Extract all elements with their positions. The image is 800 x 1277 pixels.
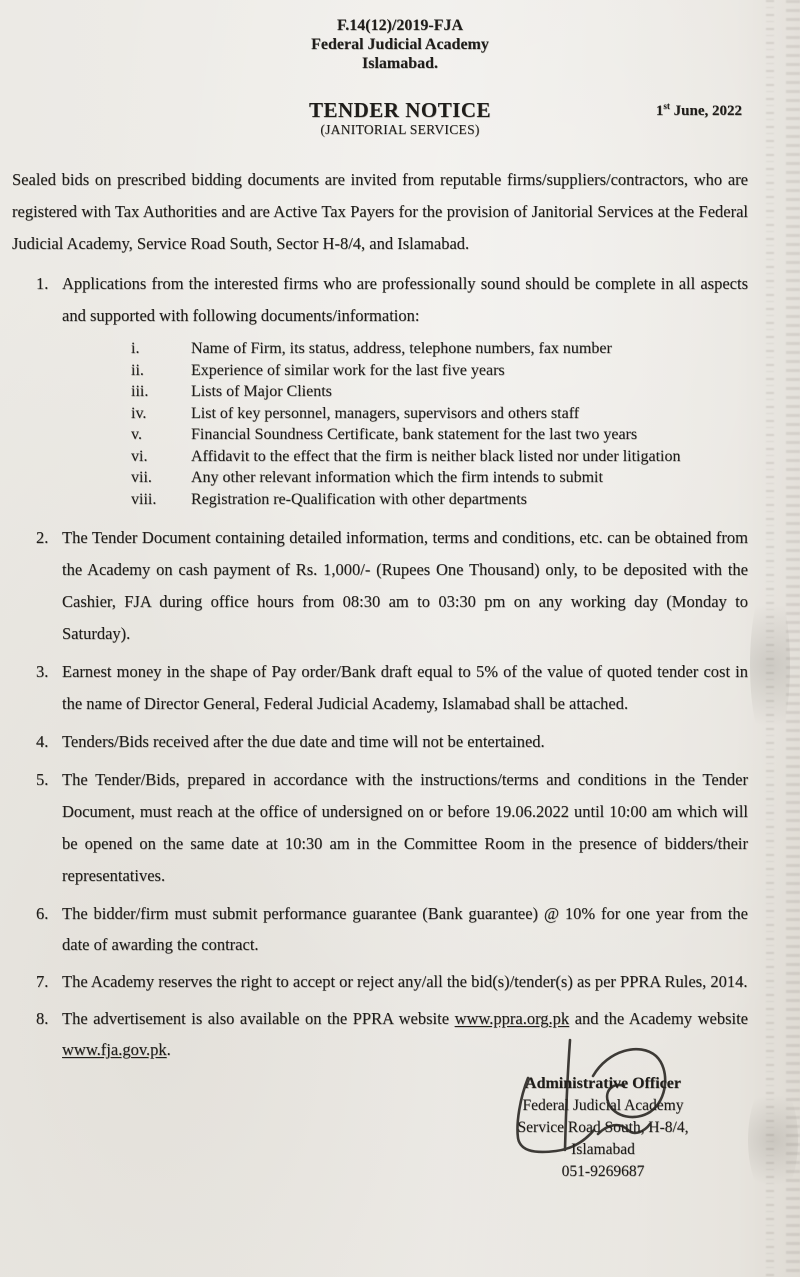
signatory-city: Islamabad: [571, 1141, 635, 1158]
item-number: 6.: [36, 904, 49, 923]
item-text: Earnest money in the shape of Pay order/Bank draft equal to 5% of the value of quoted tender cost in the name of Director General, Federal Judicial Academy, Islamabad shall be attached.: [62, 662, 748, 713]
item-text: The Academy reserves the right to accept or reject any/all the bid(s)/tender(s) as per PPRA Rules, 2014.: [62, 972, 748, 991]
sub-item-text: List of key personnel, managers, supervisors and others staff: [191, 404, 580, 422]
item-number: 1.: [36, 274, 49, 293]
list-item-3: [36, 656, 748, 720]
page-title: TENDER NOTICE: [308, 98, 492, 122]
sub-item-number: vii.: [131, 469, 152, 486]
item-number: 3.: [36, 662, 49, 681]
sub-item-iii: [131, 381, 688, 403]
sub-item-text: Experience of similar work for the last five years: [191, 361, 505, 379]
list-item-2: [36, 522, 748, 650]
signatory-org: Federal Judicial Academy: [522, 1097, 684, 1114]
scan-smudge: [750, 580, 790, 750]
signatory-title: Administrative Officer: [525, 1075, 681, 1092]
list-item-1: [36, 268, 748, 332]
ppra-website-link: www.ppra.org.pk: [454, 1009, 570, 1028]
title-row: [0, 99, 800, 138]
sub-item-text: Financial Soundness Certificate, bank statement for the last two years: [191, 426, 638, 443]
sub-item-text: Affidavit to the effect that the firm is neither black listed nor under litigation: [191, 447, 681, 465]
document-header: [0, 0, 800, 73]
date-day: 1: [655, 103, 664, 119]
list-item-8: [36, 1003, 748, 1065]
sub-item-v: [131, 424, 688, 446]
item8-text-after: .: [166, 1040, 171, 1059]
item-number: 5.: [36, 770, 49, 789]
date-rest: June, 2022: [669, 103, 742, 119]
sub-item-i: [131, 338, 688, 360]
sub-item-number: viii.: [131, 490, 157, 508]
item-number: 2.: [36, 528, 49, 547]
sub-item-viii: [131, 489, 688, 511]
item-number: 4.: [36, 732, 49, 751]
document-date: [656, 101, 742, 120]
item-text: The bidder/firm must submit performance guarantee (Bank guarantee) @ 10% for one year from the date of awarding the contract.: [62, 904, 748, 954]
page-subtitle: (JANITORIAL SERVICES): [320, 122, 480, 137]
sub-item-number: i.: [131, 340, 140, 357]
numbered-list: [36, 268, 748, 1065]
list-item-4: [36, 726, 748, 758]
item-text: Tenders/Bids received after the due date and time will not be entertained.: [62, 732, 545, 751]
sub-item-number: v.: [131, 426, 142, 443]
sub-item-ii: [131, 360, 688, 382]
scan-smudge: [748, 1080, 798, 1200]
sub-item-number: iv.: [131, 404, 147, 422]
list-item-7: [36, 966, 748, 997]
item-number: 7.: [36, 972, 49, 991]
sub-item-text: Any other relevant information which the firm intends to submit: [191, 469, 603, 486]
list-item-5: [36, 764, 748, 892]
list-item-6: [36, 898, 748, 960]
sub-item-number: ii.: [131, 361, 144, 379]
sub-item-iv: [131, 403, 688, 425]
date-ordinal: st: [663, 101, 670, 111]
signature-block: [448, 1073, 758, 1183]
item8-text-before: The advertisement is also available on the PPRA website: [62, 1009, 455, 1028]
organization-location: Islamabad.: [361, 55, 439, 72]
sub-item-vii: [131, 467, 688, 489]
sub-item-text: Lists of Major Clients: [191, 383, 332, 400]
roman-sublist: [131, 338, 688, 510]
sub-item-text: Registration re-Qualification with other departments: [191, 490, 527, 508]
organization-name: Federal Judicial Academy: [311, 36, 489, 53]
reference-number: F.14(12)/2019-FJA: [336, 17, 464, 34]
signatory-phone: 051-9269687: [561, 1163, 645, 1180]
item-text: Applications from the interested firms who are professionally sound should be complete in all aspects and supported with following documents/information:: [62, 274, 748, 325]
signatory-address: Service Road South, H-8/4,: [517, 1119, 689, 1136]
intro-paragraph: Sealed bids on prescribed bidding documents are invited from reputable firms/suppliers/contractors, who are registered with Tax Authorities and are Active Tax Payers for the provision of Janitorial Services at the Federal Judicial Academy, Service Road South, Sector H-8/4, and Islamabad.: [12, 170, 748, 253]
item-text: The Tender Document containing detailed information, terms and conditions, etc. can be obtained from the Academy on cash payment of Rs. 1,000/- (Rupees One Thousand) only, to be deposited with the Cashier, FJA during office hours from 08:30 am to 03:30 pm on any working day (Monday to Saturday).: [62, 528, 748, 643]
item-text: [62, 1003, 748, 1065]
sub-item-number: vi.: [131, 447, 148, 465]
sub-item-number: iii.: [131, 383, 149, 400]
item-text: The Tender/Bids, prepared in accordance with the instructions/terms and conditions in the Tender Document, must reach at the office of undersigned on or before 19.06.2022 until 10:00 am which will be opened on the same date at 10:30 am in the Committee Room in the presence of bidders/their representatives.: [62, 770, 748, 885]
sub-item-vi: [131, 446, 688, 468]
academy-website-link: www.fja.gov.pk: [62, 1040, 167, 1059]
item-number: 8.: [36, 1009, 49, 1028]
sub-item-text: Name of Firm, its status, address, telephone numbers, fax number: [191, 340, 612, 357]
item8-text-middle: and the Academy website: [569, 1009, 748, 1028]
